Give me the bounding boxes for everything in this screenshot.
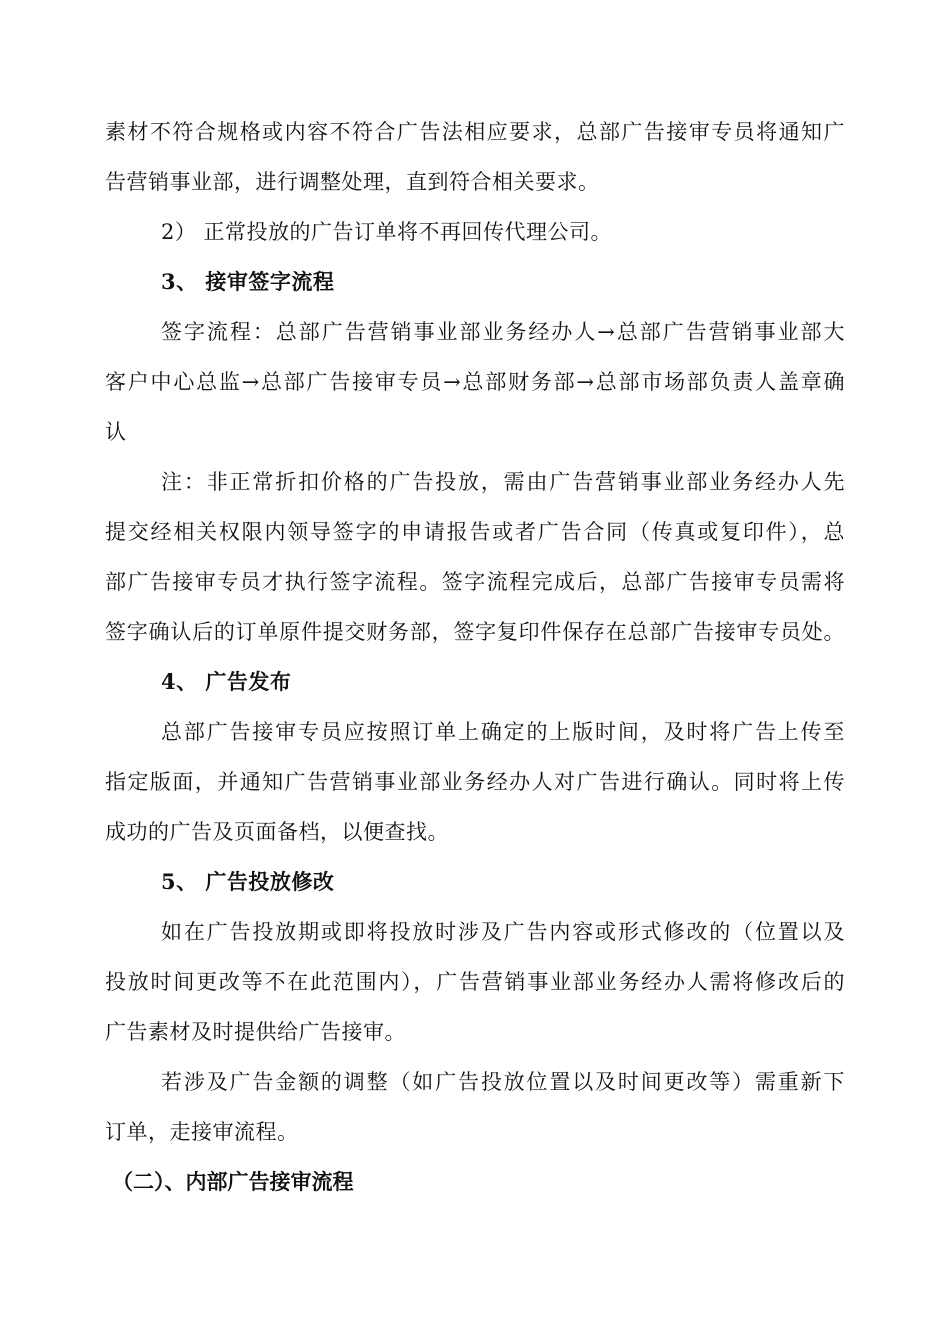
section-title-internal-review: （二）、内部广告接审流程 xyxy=(112,1169,354,1194)
paragraph-line: 认 xyxy=(105,420,127,444)
heading-4-ad-publishing: 4、 广告发布 xyxy=(161,669,292,694)
paragraph-line: 订单，走接审流程。 xyxy=(105,1120,299,1144)
note-line: 提交经相关权限内领导签字的申请报告或者广告合同（传真或复印件），总 xyxy=(105,520,845,544)
paragraph-line: 成功的广告及页面备档，以便查找。 xyxy=(105,820,449,844)
note-line: 签字确认后的订单原件提交财务部，签字复印件保存在总部广告接审专员处。 xyxy=(105,620,845,644)
paragraph-line: 签字流程：总部广告营销事业部业务经办人→总部广告营销事业部大 xyxy=(161,320,845,344)
heading-3-signing-flow: 3、 接审签字流程 xyxy=(161,269,335,294)
paragraph-line: 总部广告接审专员应按照订单上确定的上版时间，及时将广告上传至 xyxy=(161,720,845,744)
paragraph-line: 投放时间更改等不在此范围内），广告营销事业部业务经办人需将修改后的 xyxy=(105,970,845,994)
paragraph-line: 客户中心总监→总部广告接审专员→总部财务部→总部市场部负责人盖章确 xyxy=(105,370,845,394)
paragraph-line: 如在广告投放期或即将投放时涉及广告内容或形式修改的（位置以及 xyxy=(161,920,845,944)
list-item-2: 2） 正常投放的广告订单将不再回传代理公司。 xyxy=(161,220,613,244)
note-line: 注：非正常折扣价格的广告投放，需由广告营销事业部业务经办人先 xyxy=(161,470,845,494)
note-line: 部广告接审专员才执行签字流程。签字流程完成后，总部广告接审专员需将 xyxy=(105,570,845,594)
paragraph-line: 若涉及广告金额的调整（如广告投放位置以及时间更改等）需重新下 xyxy=(161,1070,845,1094)
heading-5-ad-modification: 5、 广告投放修改 xyxy=(161,869,335,894)
paragraph-line: 素材不符合规格或内容不符合广告法相应要求，总部广告接审专员将通知广 xyxy=(105,120,845,144)
paragraph-line: 指定版面，并通知广告营销事业部业务经办人对广告进行确认。同时将上传 xyxy=(105,770,845,794)
paragraph-line: 告营销事业部，进行调整处理，直到符合相关要求。 xyxy=(105,170,600,194)
paragraph-line: 广告素材及时提供给广告接审。 xyxy=(105,1020,406,1044)
